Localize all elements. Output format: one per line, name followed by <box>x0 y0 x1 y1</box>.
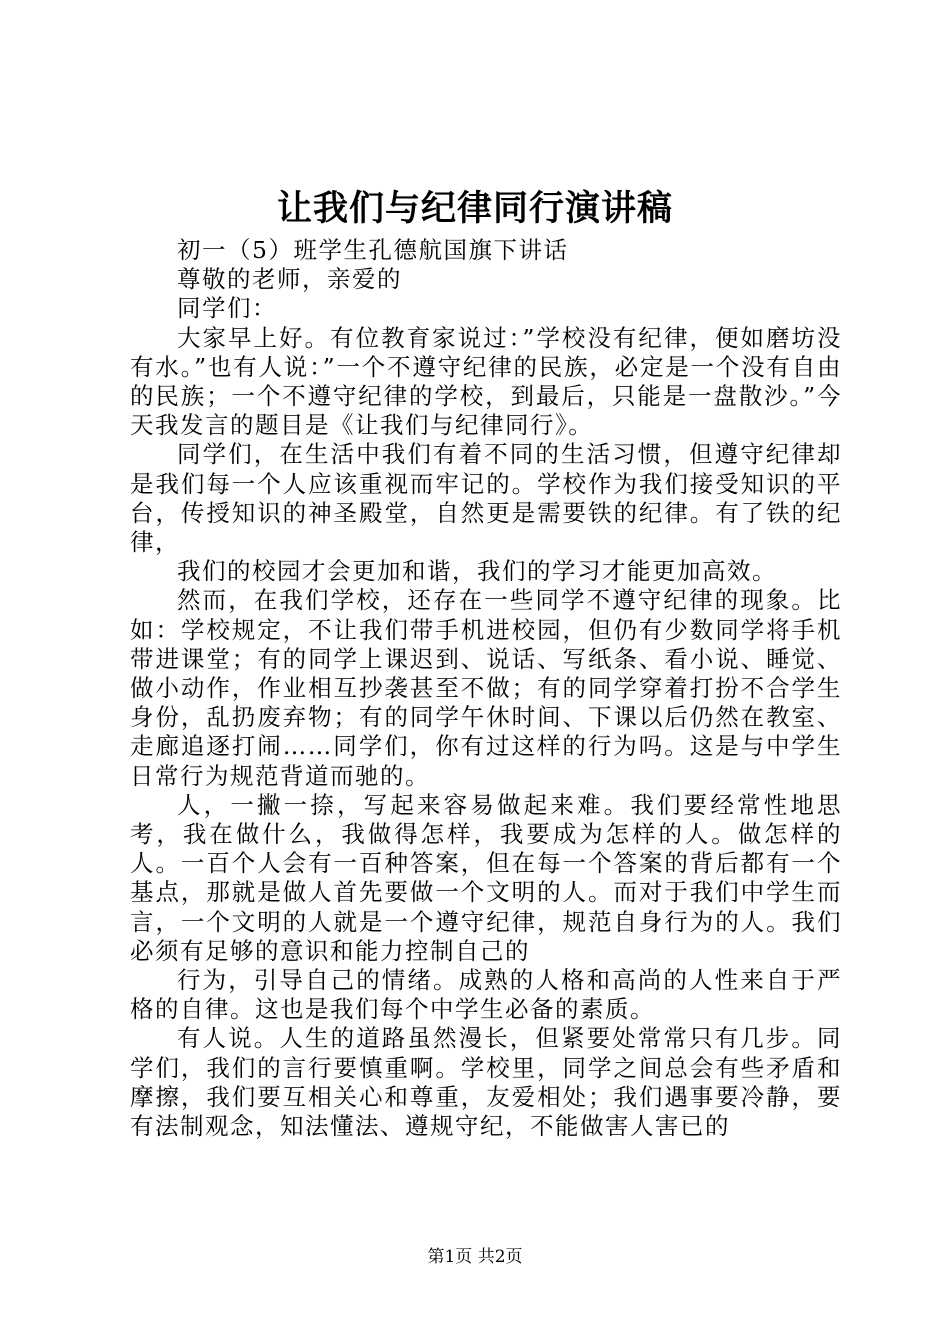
paragraph: 行为，引导自己的情绪。成熟的人格和高尚的人性来自于严格的自律。这也是我们每个中学生必备的素质。 <box>130 966 842 1024</box>
document-title: 让我们与纪律同行演讲稿 <box>276 188 673 229</box>
paragraph: 人，一撇一捺，写起来容易做起来难。我们要经常性地思考，我在做什么，我做得怎样，我要成为怎样的人。做怎样的人。一百个人会有一百种答案，但在每一个答案的背后都有一个基点，那就是做人首先要做一个文明的人。而对于我们中学生而言，一个文明的人就是一个遵守纪律，规范自身行为的人。我们必须有足够的意识和能力控制自己的 <box>130 790 842 965</box>
document-body <box>130 236 842 1141</box>
paragraph: 尊敬的老师，亲爱的 <box>177 265 402 294</box>
paragraph: 大家早上好。有位教育家说过：”学校没有纪律，便如磨坊没有水。”也有人说：”一个不遵守纪律的民族，必定是一个没有自由的民族；一个不遵守纪律的学校，到最后，只能是一盘散沙。”今天我发言的题目是《让我们与纪律同行》。 <box>130 323 842 440</box>
paragraph: 有人说。人生的道路虽然漫长，但紧要处常常只有几步。同学们，我们的言行要慎重啊。学校里，同学之间总会有些矛盾和摩擦，我们要互相关心和尊重，友爱相处；我们遇事要冷静，要有法制观念，知法懂法、遵规守纪，不能做害人害已的 <box>130 1024 842 1141</box>
paragraph: 初一（5）班学生孔德航国旗下讲话 <box>177 236 569 264</box>
paragraph: 我们的校园才会更加和谐，我们的学习才能更加高效。 <box>177 557 777 586</box>
page-footer: 第1页 共2页 <box>427 1247 523 1267</box>
paragraph: 然而，在我们学校，还存在一些同学不遵守纪律的现象。比如：学校规定，不让我们带手机进校园，但仍有少数同学将手机带进课堂；有的同学上课迟到、说话、写纸条、看小说、睡觉、做小动作，作业相互抄袭甚至不做；有的同学穿着打扮不合学生身份，乱扔废弃物；有的同学午休时间、下课以后仍然在教室、走廊追逐打闹……同学们，你有过这样的行为吗。这是与中学生日常行为规范背道而驰的。 <box>130 586 842 790</box>
paragraph: 同学们，在生活中我们有着不同的生活习惯，但遵守纪律却是我们每一个人应该重视而牢记的。学校作为我们接受知识的平台，传授知识的神圣殿堂，自然更是需要铁的纪律。有了铁的纪律， <box>130 440 842 557</box>
paragraph: 同学们： <box>177 294 277 323</box>
